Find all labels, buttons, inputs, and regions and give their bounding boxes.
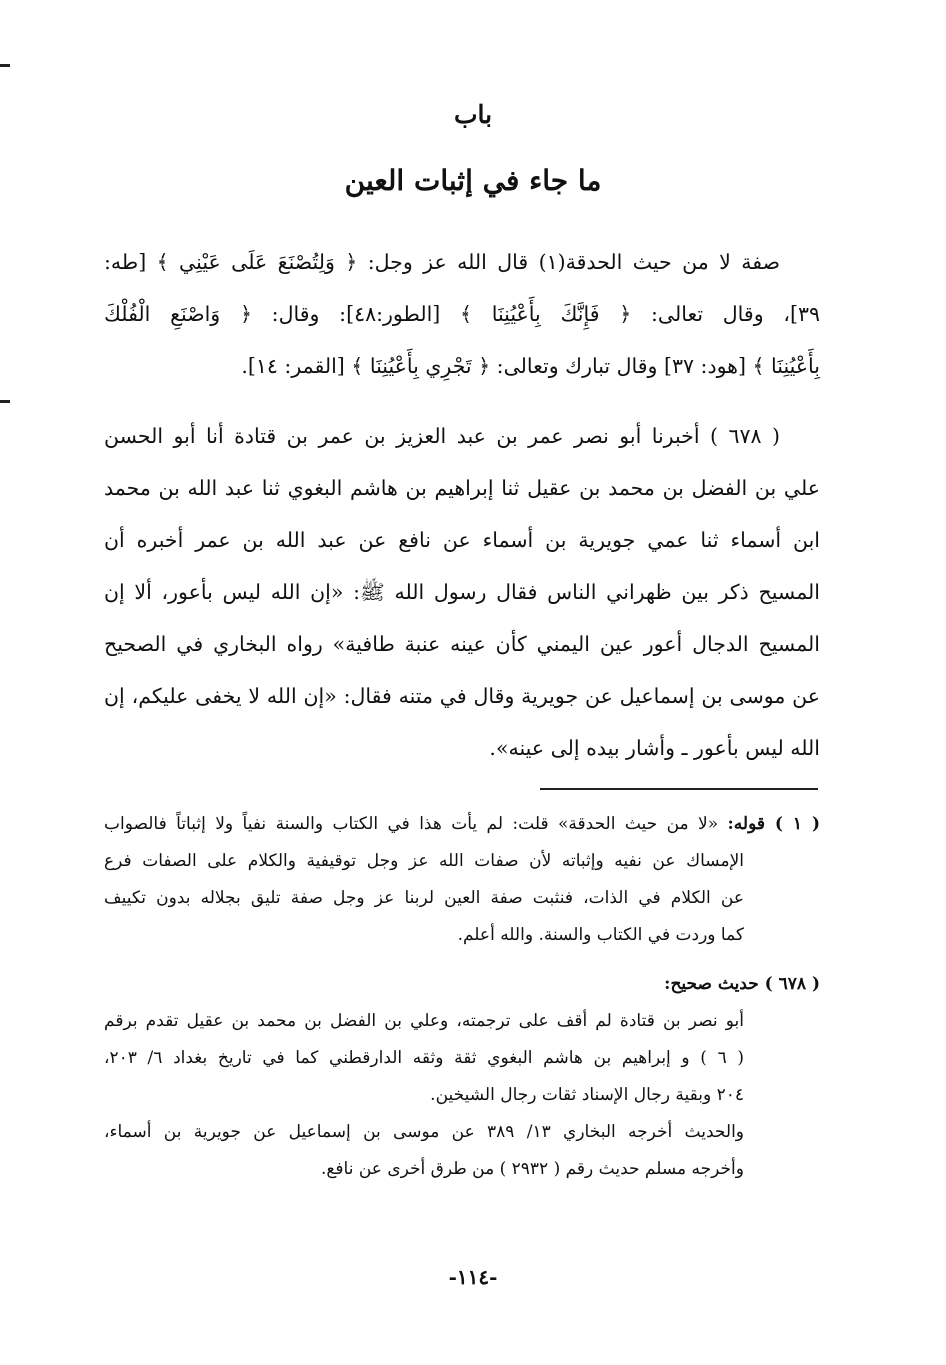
chapter-heading: باب <box>453 100 493 129</box>
intro-line: ٣٩]، وقال تعالى: ﴿ فَإِنَّكَ بِأَعْيُنِنَا ﴾ [الطور:٤٨]: وقال: ﴿ وَاصْنَعِ الْفُلْكَ <box>104 302 821 326</box>
hadith-line: الله ليس بأعور ـ وأشار بيده إلى عينه». <box>489 736 820 760</box>
footnote-line <box>104 806 820 843</box>
intro-line: صفة لا من حيث الحدقة(١) قال الله عز وجل: ﴿ وَلِتُصْنَعَ عَلَى عَيْنِي ﴾ [طه: <box>104 250 781 274</box>
hadith-line: المسيح الدجال أعور عين اليمني كأن عينه عنبة طافية» رواه البخاري في الصحيح <box>104 632 820 656</box>
hadith-line: عن موسى بن إسماعيل عن جويرية وقال في متنه فقال: «إن الله لا يخفى عليكم، إن <box>104 684 820 708</box>
intro-paragraph <box>104 236 820 392</box>
page-number: -١١٤- <box>448 1265 498 1289</box>
scan-edge-mark <box>0 64 10 67</box>
footnote-line: عن الكلام في الذات، فنثبت صفة العين لربنا عز وجل صفة تليق بجلاله بدون تكييف <box>104 888 744 908</box>
footnote-lead: ( ٦٧٨ ) حديث صحيح: <box>664 974 820 994</box>
footnote-2 <box>104 966 820 1188</box>
footnote-1 <box>104 806 820 954</box>
footnote-line: ( ٦ ) و إبراهيم بن هاشم البغوي ثقة وثقه الدارقطني كما في تاريخ بغداد ٦/ ٢٠٣، <box>104 1048 744 1068</box>
footnote-line: والحديث أخرجه البخاري ١٣/ ٣٨٩ عن موسى بن إسماعيل عن جويرية بن أسماء، <box>104 1122 744 1142</box>
footnote-line: وأخرجه مسلم حديث رقم ( ٢٩٣٢ ) من طرق أخرى عن نافع. <box>320 1159 744 1179</box>
footnote-line: الإمساك عن نفيه وإثباته لأن صفات الله عز وجل توقيفية والكلام على الصفات فرع <box>104 851 744 871</box>
footnote-text: «لا من حيث الحدقة» قلت: لم يأت هذا في الكتاب والسنة نفياً ولا إثباتاً فالصواب <box>104 814 719 834</box>
hadith-line: ( ٦٧٨ ) أخبرنا أبو نصر عمر بن عبد العزيز بن عمر بن قتادة أنا أبو الحسن <box>104 424 780 448</box>
footnote-lead: ( ١ ) قوله: <box>727 814 820 834</box>
footnote-line: كما وردت في الكتاب والسنة. والله أعلم. <box>457 925 744 945</box>
hadith-line: علي بن الفضل بن محمد بن عقيل ثنا إبراهيم بن هاشم البغوي ثنا عبد الله بن محمد <box>104 476 820 500</box>
hadith-paragraph <box>104 410 820 774</box>
hadith-line: المسيح ذكر بين ظهراني الناس فقال رسول الله ﷺ: «إن الله ليس بأعور، ألا إن <box>104 580 820 604</box>
footnote-separator <box>540 788 818 790</box>
footnote-line: ٢٠٤ وبقية رجال الإسناد ثقات رجال الشيخين. <box>430 1085 744 1105</box>
hadith-line: ابن أسماء ثنا عمي جويرية بن أسماء عن نافع عن عبد الله بن عمر أخبره أن <box>104 528 820 552</box>
intro-line: بِأَعْيُنِنَا ﴾ [هود: ٣٧] وقال تبارك وتعالى: ﴿ تَجْرِي بِأَعْيُنِنَا ﴾ [القمر: ١٤]. <box>241 354 820 378</box>
footnote-line: أبو نصر بن قتادة لم أقف على ترجمته، وعلي بن الفضل بن محمد بن عقيل تقدم برقم <box>104 1011 744 1031</box>
scan-edge-mark <box>0 400 10 403</box>
chapter-title: ما جاء في إثبات العين <box>344 164 602 197</box>
